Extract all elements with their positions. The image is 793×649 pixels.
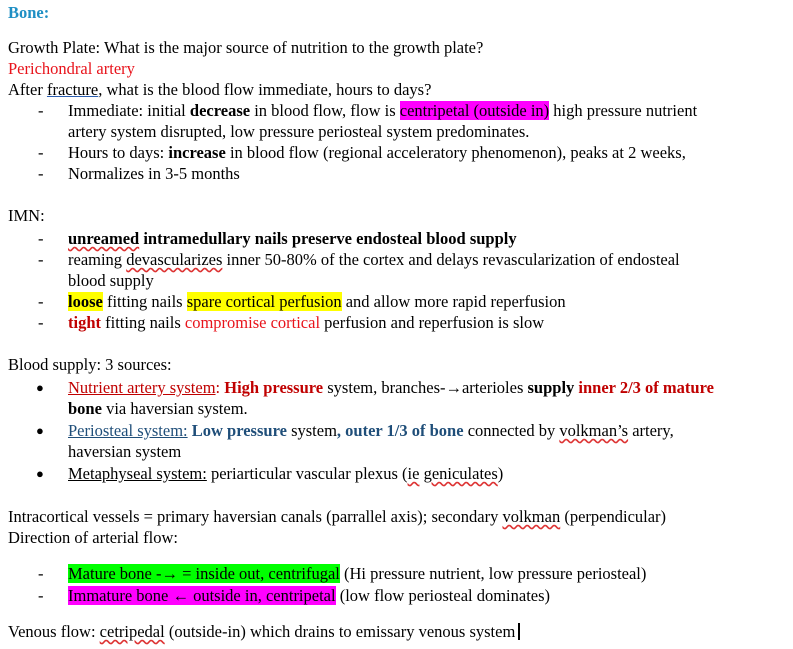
- bullet-marker: ●: [36, 380, 44, 395]
- metaphyseal-item: Metaphyseal system: periarticular vascular plexus (ie geniculates): [68, 464, 504, 483]
- immature-bone-item: Immature bone ← outside in, centripetal (low flow periosteal dominates): [68, 586, 551, 605]
- dash-marker: -: [38, 292, 44, 311]
- dash-marker: -: [38, 164, 44, 183]
- growth-plate-answer: Perichondral artery: [8, 59, 135, 78]
- imn-item-tight: tight fitting nails compromise cortical perfusion and reperfusion is slow: [68, 313, 545, 332]
- bullet-marker: ●: [36, 466, 44, 481]
- imn-item-reaming: reaming devascularizes inner 50-80% of the cortex and delays revascularization of endosteal: [68, 250, 680, 269]
- imn-label: IMN:: [8, 206, 45, 225]
- highlight-spare: spare cortical perfusion: [186, 292, 342, 311]
- text-cursor: [518, 623, 520, 640]
- imn-item-reaming-cont: blood supply: [68, 271, 154, 290]
- highlight-centripetal: centripetal (outside in): [399, 101, 550, 120]
- direction-label: Direction of arterial flow:: [8, 528, 178, 547]
- imn-item-loose: loose fitting nails spare cortical perfusion and allow more rapid reperfusion: [68, 292, 566, 311]
- hours-item: Hours to days: increase in blood flow (regional acceleratory phenomenon), peaks at 2 weeks,: [68, 143, 686, 162]
- normalizes-item: Normalizes in 3-5 months: [68, 164, 240, 183]
- highlight-immature: Immature bone ← outside in, centripetal: [68, 586, 336, 605]
- dash-marker: -: [38, 229, 44, 248]
- nutrient-artery-cont: bone via haversian system.: [68, 399, 248, 418]
- dash-marker: -: [38, 586, 44, 605]
- dash-marker: -: [38, 101, 44, 120]
- dash-marker: -: [38, 564, 44, 583]
- immediate-item: Immediate: initial decrease in blood flow, flow is centripetal (outside in) high pressure nutrient: [68, 101, 698, 120]
- imn-item-unreamed: unreamed intramedullary nails preserve endosteal blood supply: [68, 229, 517, 248]
- intracortical-line: Intracortical vessels = primary haversian canals (parrallel axis); secondary volkman (perpendicular): [8, 507, 667, 526]
- highlight-mature: Mature bone -→ = inside out, centrifugal: [68, 564, 340, 583]
- immediate-item-cont: artery system disrupted, low pressure periosteal system predominates.: [68, 122, 530, 141]
- bullet-marker: ●: [36, 423, 44, 438]
- dash-marker: -: [38, 250, 44, 269]
- fracture-word: fracture: [46, 80, 99, 99]
- growth-plate-question: Growth Plate: What is the major source of nutrition to the growth plate?: [8, 38, 484, 57]
- fracture-question: After fracture, what is the blood flow immediate, hours to days?: [8, 80, 432, 99]
- dash-marker: -: [38, 143, 44, 162]
- periosteal-cont: haversian system: [68, 442, 182, 461]
- blood-supply-label: Blood supply: 3 sources:: [8, 355, 172, 374]
- mature-bone-item: Mature bone -→ = inside out, centrifugal (Hi pressure nutrient, low pressure periosteal): [68, 564, 647, 583]
- page-title: Bone:: [8, 3, 50, 22]
- venous-flow-line[interactable]: Venous flow: cetripedal (outside-in) which drains to emissary venous system: [8, 621, 520, 642]
- periosteal-item: Periosteal system: Low pressure system, outer 1/3 of bone connected by volkman’s artery,: [68, 421, 674, 440]
- nutrient-artery-item: Nutrient artery system: High pressure system, branches-→arterioles supply inner 2/3 of mature: [68, 378, 714, 397]
- dash-marker: -: [38, 313, 44, 332]
